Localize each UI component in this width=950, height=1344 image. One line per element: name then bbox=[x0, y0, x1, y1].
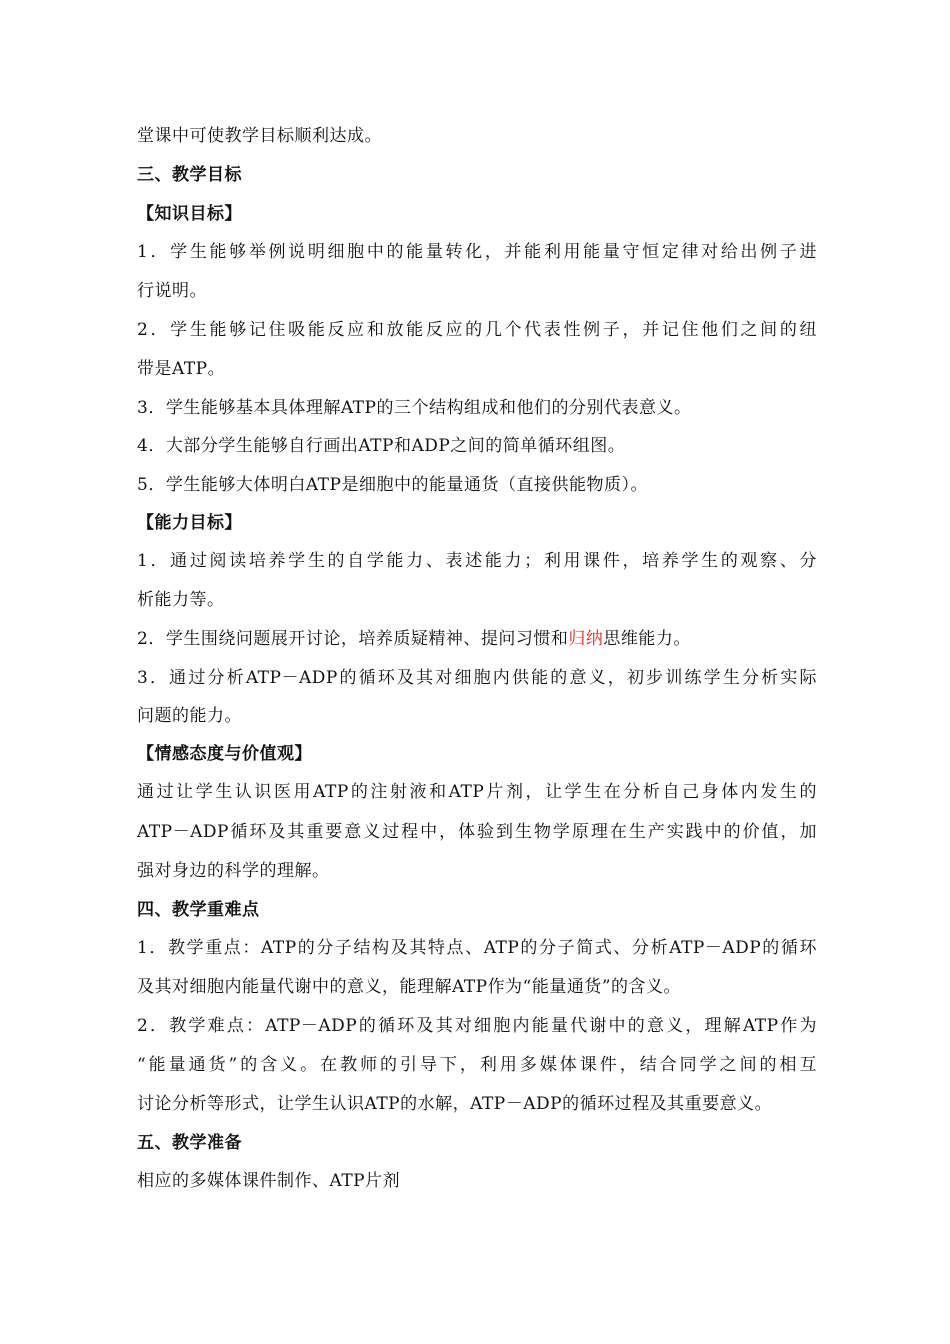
paragraph-line: 3．学生能够基本具体理解ATP的三个结构组成和他们的分别代表意义。 bbox=[137, 398, 692, 418]
paragraph-line: 3．通过分析ATP－ADP的循环及其对细胞内供能的意义，初步训练学生分析实际 bbox=[137, 668, 817, 688]
paragraph-line: 4．大部分学生能够自行画出ATP和ADP之间的简单循环组图。 bbox=[137, 436, 626, 456]
paragraph-line: 相应的多媒体课件制作、ATP片剂 bbox=[137, 1171, 401, 1191]
paragraph-line: 带是ATP。 bbox=[137, 359, 226, 379]
paragraph-line: 强对身边的科学的理解。 bbox=[137, 861, 330, 881]
paragraph-line: 析能力等。 bbox=[137, 590, 225, 610]
highlighted-text: 归纳 bbox=[568, 629, 604, 649]
paragraph-line: “能量通货”的含义。在教师的引导下，利用多媒体课件，结合同学之间的相互 bbox=[137, 1055, 817, 1075]
subheading-ability: 【能力目标】 bbox=[137, 513, 242, 533]
paragraph-line: 1．教学重点：ATP的分子结构及其特点、ATP的分子简式、分析ATP－ADP的循环 bbox=[137, 938, 817, 958]
paragraph-line bbox=[137, 628, 691, 650]
paragraph-line: 通过让学生认识医用ATP的注射液和ATP片剂，让学生在分析自己身体内发生的 bbox=[137, 782, 817, 802]
text-run: 2．学生围绕问题展开讨论，培养质疑精神、提问习惯和 bbox=[137, 629, 569, 649]
paragraph-line: 1．通过阅读培养学生的自学能力、表述能力；利用课件，培养学生的观察、分 bbox=[137, 551, 817, 571]
paragraph-line: 问题的能力。 bbox=[137, 706, 242, 726]
paragraph-line: 及其对细胞内能量代谢中的意义，能理解ATP作为“能量通货”的含义。 bbox=[137, 977, 682, 997]
paragraph-line: 1．学生能够举例说明细胞中的能量转化，并能利用能量守恒定律对给出例子进 bbox=[137, 242, 817, 262]
section-heading-preparation: 五、教学准备 bbox=[137, 1133, 242, 1153]
paragraph-line: 5．学生能够大体明白ATP是细胞中的能量通货（直接供能物质）。 bbox=[137, 475, 648, 495]
section-heading-objectives: 三、教学目标 bbox=[137, 165, 242, 185]
paragraph-line: 讨论分析等形式，让学生认识ATP的水解，ATP－ADP的循环过程及其重要意义。 bbox=[137, 1094, 773, 1114]
paragraph-line: 2．教学难点：ATP－ADP的循环及其对细胞内能量代谢中的意义，理解ATP作为 bbox=[137, 1016, 817, 1036]
paragraph-line: ATP－ADP循环及其重要意义过程中，体验到生物学原理在生产实践中的价值，加 bbox=[137, 822, 817, 842]
paragraph-line: 堂课中可使教学目标顺利达成。 bbox=[137, 126, 382, 146]
subheading-knowledge: 【知识目标】 bbox=[137, 204, 242, 224]
section-heading-key-points: 四、教学重难点 bbox=[137, 900, 260, 920]
subheading-emotion: 【情感态度与价值观】 bbox=[137, 744, 312, 764]
text-run: 思维能力。 bbox=[603, 629, 691, 649]
paragraph-line: 行说明。 bbox=[137, 281, 207, 301]
paragraph-line: 2．学生能够记住吸能反应和放能反应的几个代表性例子，并记住他们之间的纽 bbox=[137, 320, 817, 340]
